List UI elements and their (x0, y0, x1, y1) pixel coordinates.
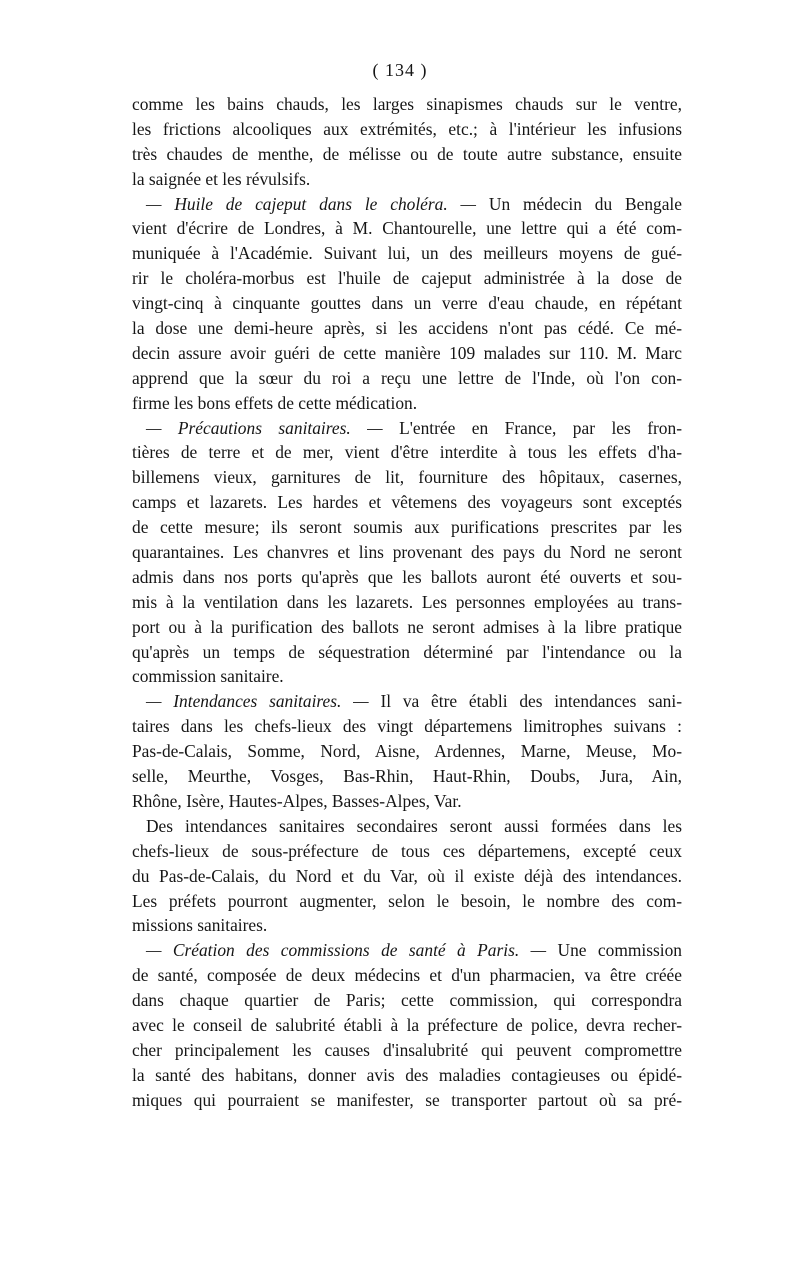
text-line (132, 913, 682, 938)
section-heading-line (132, 192, 682, 217)
page-number: ( 134 ) (372, 60, 428, 80)
text-line (132, 540, 682, 565)
line-text: du Pas-de-Calais, du Nord et du Var, où il existe déjà des intendances. (132, 865, 682, 886)
line-text: très chaudes de menthe, de mélisse ou de toute autre substance, ensuite (132, 143, 682, 164)
line-text: cher principalement les causes d'insalubrité qui peuvent compromettre (132, 1039, 682, 1060)
line-text: billemens vieux, garnitures de lit, fourniture des hôpitaux, casernes, (132, 467, 682, 488)
line-text: selle, Meurthe, Vosges, Bas-Rhin, Haut-Rhin, Doubs, Jura, Ain, (132, 766, 682, 787)
text-line (132, 1063, 682, 1088)
line-text: de santé, composée de deux médecins et d'un pharmacien, va être créée (132, 965, 682, 986)
body-text (132, 92, 682, 1113)
section-heading-line (132, 938, 682, 963)
section-heading: — Intendances sanitaires. — (146, 691, 369, 712)
text-line (132, 590, 682, 615)
line-text: muniquée à l'Académie. Suivant lui, un des meilleurs moyens de gué- (132, 243, 682, 264)
section-heading-line (132, 689, 682, 714)
line-text: port ou à la purification des ballots ne seront admises à la libre pratique (132, 616, 682, 637)
text-line (132, 440, 682, 465)
line-text: commission sanitaire. (132, 666, 284, 687)
line-text: L'entrée en France, par les fron- (399, 417, 682, 438)
line-text: dans chaque quartier de Paris; cette commission, qui correspondra (132, 990, 682, 1011)
text-line (132, 465, 682, 490)
line-text: Une commission (557, 940, 682, 961)
line-text: taires dans les chefs-lieux des vingt départemens limitrophes suivans : (132, 716, 682, 737)
text-line (132, 714, 682, 739)
text-line (132, 739, 682, 764)
line-text: Un médecin du Bengale (488, 193, 682, 214)
line-text: camps et lazarets. Les hardes et vêtemens des voyageurs sont exceptés (132, 492, 682, 513)
text-line (132, 839, 682, 864)
line-text: admis dans nos ports qu'après que les ballots auront été ouverts et sou- (132, 566, 682, 587)
text-line (132, 142, 682, 167)
text-line (132, 864, 682, 889)
line-text: miques qui pourraient se manifester, se transporter partout où sa pré- (132, 1089, 682, 1110)
line-text: comme les bains chauds, les larges sinapismes chauds sur le ventre, (132, 94, 682, 114)
line-text: apprend que la sœur du roi a reçu une lettre de l'Inde, où l'on con- (132, 367, 682, 388)
line-text: quarantaines. Les chanvres et lins provenant des pays du Nord ne seront (132, 542, 682, 563)
text-line (132, 764, 682, 789)
text-line (132, 241, 682, 266)
text-line (132, 341, 682, 366)
line-text: Il va être établi des intendances sani- (380, 691, 682, 712)
line-text: vingt-cinq à cinquante gouttes dans un verre d'eau chaude, en répétant (132, 293, 682, 314)
text-line (132, 266, 682, 291)
text-line (132, 391, 682, 416)
text-line (132, 167, 682, 192)
line-text: vient d'écrire de Londres, à M. Chantourelle, une lettre qui a été com- (132, 218, 682, 239)
line-text: Des intendances sanitaires secondaires seront aussi formées dans les (146, 815, 682, 836)
line-text: de cette mesure; ils seront soumis aux purifications prescrites par les (132, 517, 682, 538)
line-text: chefs-lieux de sous-préfecture de tous ces départemens, excepté ceux (132, 840, 682, 861)
line-text: avec le conseil de salubrité établi à la préfecture de police, devra recher- (132, 1014, 682, 1035)
text-line (132, 1013, 682, 1038)
text-line (132, 1038, 682, 1063)
text-line (132, 640, 682, 665)
line-text: Rhône, Isère, Hautes-Alpes, Basses-Alpes, Var. (132, 790, 462, 811)
text-line (132, 216, 682, 241)
text-line (132, 988, 682, 1013)
text-line (132, 789, 682, 814)
line-text: firme les bons effets de cette médication. (132, 392, 418, 413)
text-line (132, 366, 682, 391)
section-heading: — Précautions sanitaires. — (146, 417, 383, 438)
line-text: la santé des habitans, donner avis des maladies contagieuses ou épidé- (132, 1064, 682, 1085)
line-text: missions sanitaires. (132, 915, 268, 936)
text-line (132, 490, 682, 515)
line-text: decin assure avoir guéri de cette manière 109 malades sur 110. M. Marc (132, 342, 682, 363)
line-text: la saignée et les révulsifs. (132, 168, 311, 189)
line-text: mis à la ventilation dans les lazarets. Les personnes employées au trans- (132, 591, 682, 612)
line-text: les frictions alcooliques aux extrémités, etc.; à l'intérieur les infusions (132, 118, 682, 139)
text-line (132, 565, 682, 590)
text-line (132, 1088, 682, 1113)
line-text: Les préfets pourront augmenter, selon le besoin, le nombre des com- (132, 890, 682, 911)
line-text: tières de terre et de mer, vient d'être interdite à tous les effets d'ha- (132, 442, 682, 463)
section-heading: — Huile de cajeput dans le choléra. — (146, 193, 477, 214)
text-line (132, 889, 682, 914)
text-line (132, 515, 682, 540)
text-line (132, 291, 682, 316)
text-line (132, 117, 682, 142)
line-text: la dose une demi-heure après, si les accidens n'ont pas cédé. Ce mé- (132, 318, 682, 339)
line-text: rir le choléra-morbus est l'huile de cajeput administrée à la dose de (132, 268, 682, 289)
text-line (132, 814, 682, 839)
text-line (132, 963, 682, 988)
text-line (132, 664, 682, 689)
line-text: qu'après un temps de séquestration déterminé par l'intendance ou la (132, 641, 682, 662)
text-line (132, 92, 682, 117)
line-text: Pas-de-Calais, Somme, Nord, Aisne, Ardennes, Marne, Meuse, Mo- (132, 741, 682, 762)
section-heading: — Création des commissions de santé à Paris. — (146, 940, 547, 961)
text-line (132, 316, 682, 341)
text-line (132, 615, 682, 640)
section-heading-line (132, 416, 682, 441)
